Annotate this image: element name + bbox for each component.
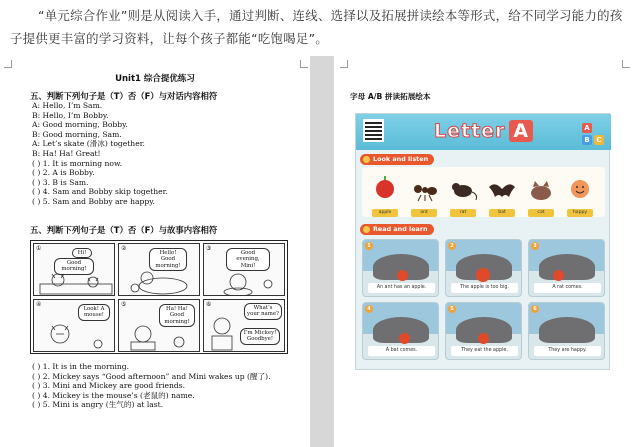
apple-icon <box>397 270 408 281</box>
question-item: ( ) 5. Sam and Bobby are happy. <box>32 196 155 206</box>
story-scene-3 <box>528 239 605 297</box>
scene-number: 5 <box>448 305 456 313</box>
vocab-word: rat <box>450 209 476 217</box>
phonics-book-page <box>355 113 610 370</box>
scene-caption: A bat comes. <box>368 346 435 356</box>
vocab-bat <box>487 171 517 217</box>
question-item: ( ) 2. Mickey says “Good afternoon” and Mini wakes up (醒了). <box>32 371 271 381</box>
crop-mark <box>622 60 630 68</box>
comic-strip <box>30 240 288 354</box>
comic-panel-4 <box>33 299 115 352</box>
qr-code-icon <box>363 119 384 142</box>
section1-heading: 五、判断下列句子是（T）否（F）与对话内容相符 <box>30 91 218 101</box>
section2-heading: 五、判断下列句子是（T）否（F）与故事内容相符 <box>30 225 218 235</box>
panel-number: ⑤ <box>121 301 127 308</box>
story-scene-5 <box>445 302 522 360</box>
dialogue-lines <box>32 101 168 207</box>
dialogue-line: B: Hello, I’m Bobby. <box>32 110 109 120</box>
dialogue-line: B: Ha! Ha! Great! <box>32 148 101 158</box>
scene-caption: The apple is too big. <box>451 283 518 293</box>
vocab-strip <box>362 167 605 217</box>
reader-title: 字母 A/B 拼读拓展绘本 <box>350 92 431 101</box>
question-item: ( ) 1. It is morning now. <box>32 158 122 168</box>
question-item: ( ) 1. It is in the morning. <box>32 362 130 371</box>
speech-bubble: Hi! <box>72 248 92 258</box>
read-learn-label: Read and learn <box>360 224 434 235</box>
crop-mark <box>4 60 12 68</box>
question-item: ( ) 5. Mini is angry (生气的) at last. <box>32 400 164 410</box>
dialogue-line: A: Good morning, Bobby. <box>32 120 128 130</box>
scene-caption: An ant has an apple. <box>368 283 435 293</box>
story-scene-1 <box>362 239 439 297</box>
cat-mouse-drawing <box>38 270 114 296</box>
story-scene-2 <box>445 239 522 297</box>
panel-number: ③ <box>206 245 212 252</box>
panel-number: ① <box>36 245 42 252</box>
comic-panel-1 <box>33 243 115 296</box>
question-item: ( ) 2. A is Bobby. <box>32 168 95 178</box>
crop-mark <box>300 60 308 68</box>
speech-bubble: Good morning! <box>54 258 94 275</box>
vocab-word: ant <box>411 209 437 217</box>
question-item: ( ) 3. Mini and Mickey are good friends. <box>32 381 186 391</box>
scene-number: 4 <box>365 305 373 313</box>
vocab-ant <box>409 171 439 217</box>
comic-panel-6 <box>203 299 285 352</box>
scene-caption: They are happy. <box>534 346 601 356</box>
dialogue-line: B: Good morning, Sam. <box>32 129 122 139</box>
speech-bubble: What’s your name? <box>244 303 282 320</box>
vocab-word: cat <box>528 209 554 217</box>
vocab-word: apple <box>372 209 398 217</box>
bat-icon <box>487 171 517 205</box>
story-scene-4 <box>362 302 439 360</box>
apple-icon <box>476 268 490 282</box>
rock-shape <box>539 254 595 280</box>
apple-icon <box>553 270 564 281</box>
look-listen-label: Look and listen <box>360 154 434 165</box>
dialogue-line: A: Let’s skate (滑冰) together. <box>32 139 145 149</box>
vocab-word: bat <box>489 209 515 217</box>
banner-letter: A <box>509 120 533 142</box>
speech-bubble: Hello! Good morning! <box>149 248 187 271</box>
apple-icon <box>478 333 489 344</box>
question-item: ( ) 4. Sam and Bobby skip together. <box>32 187 168 197</box>
comic-panel-5 <box>118 299 200 352</box>
apple-icon <box>370 171 400 205</box>
abc-blocks-icon: A B C <box>581 122 605 146</box>
scene-number: 2 <box>448 242 456 250</box>
dialogue-line: A: Hello, I’m Sam. <box>32 101 103 110</box>
worksheet-title: Unit1 综合提优练习 <box>115 74 195 84</box>
scene-caption: They eat the apple. <box>451 346 518 356</box>
panel-number: ② <box>121 245 127 252</box>
speech-bubble: Look! A mouse! <box>78 304 110 321</box>
question-item: ( ) 3. B is Sam. <box>32 177 89 187</box>
apple-icon <box>399 333 410 344</box>
cat-mouse-drawing <box>123 268 199 296</box>
vocab-cat <box>526 171 556 217</box>
letter-banner <box>356 114 611 150</box>
speech-bubble: Good evening, Mini! <box>226 248 270 271</box>
vocab-apple <box>370 171 400 217</box>
cat-mouse-drawing <box>38 320 114 352</box>
page-gutter <box>310 56 334 447</box>
story-questions <box>32 362 271 410</box>
panel-number: ⑥ <box>206 301 212 308</box>
comic-panel-2 <box>118 243 200 296</box>
panel-number: ④ <box>36 301 42 308</box>
vocab-word: happy <box>567 209 593 217</box>
scene-number: 1 <box>365 242 373 250</box>
cat-mouse-drawing <box>123 322 199 352</box>
vocab-happy <box>565 171 595 217</box>
rock-shape <box>539 317 595 343</box>
cat-mouse-drawing <box>208 268 284 296</box>
speech-bubble: I’m Mickey! Goodbye! <box>240 328 280 345</box>
ant-icon <box>409 171 439 205</box>
speech-bubble: Ha! Ha! Good morning! <box>159 304 195 327</box>
smiley-face-icon <box>565 171 595 205</box>
scene-caption: A rat comes. <box>534 283 601 293</box>
scene-number: 6 <box>531 305 539 313</box>
banner-word: Letter <box>434 120 506 142</box>
scene-number: 3 <box>531 242 539 250</box>
comic-panel-3 <box>203 243 285 296</box>
cat-icon <box>526 171 556 205</box>
story-scene-6 <box>528 302 605 360</box>
banner-title <box>434 120 533 142</box>
intro-paragraph: “单元综合作业”则是从阅读入手，通过判断、连线、选择以及拓展拼读绘本等形式，给不同学习能力的孩子提供更丰富的学习资料，让每个孩子都能“吃饱喝足”。 <box>10 8 623 46</box>
cat-mouse-drawing <box>206 314 242 352</box>
question-item: ( ) 4. Mickey is the mouse’s (老鼠的) name. <box>32 390 195 400</box>
rat-icon <box>448 171 478 205</box>
vocab-rat <box>448 171 478 217</box>
crop-mark <box>340 60 348 68</box>
